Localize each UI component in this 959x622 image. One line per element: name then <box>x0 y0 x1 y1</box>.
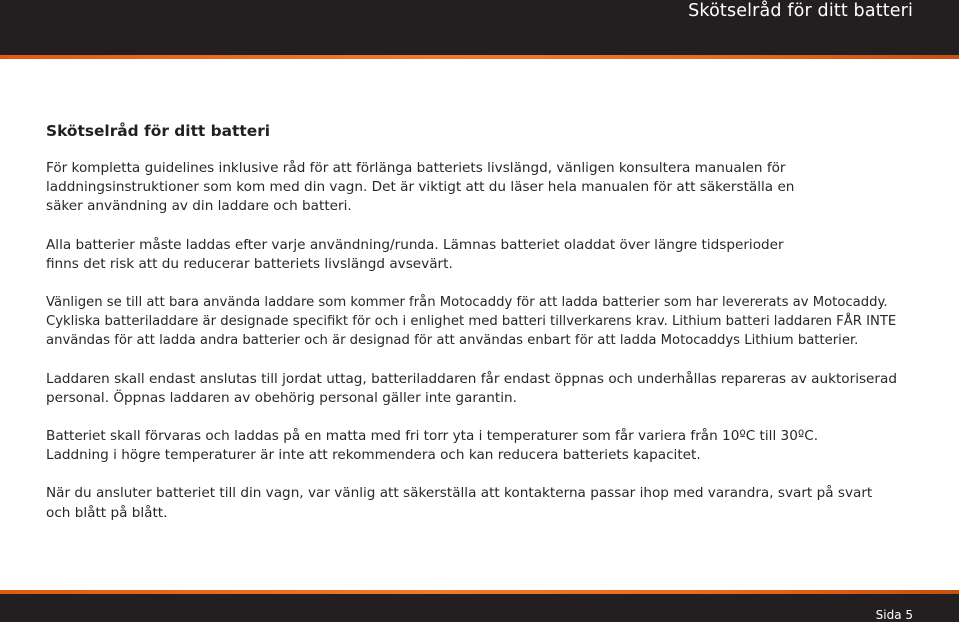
page-heading: Skötselråd för ditt batteri <box>46 122 271 140</box>
paragraph-line: Laddaren skall endast anslutas till jordat uttag, batteriladdaren får endast öppnas och underhållas repareras av auktoriserad <box>46 370 897 387</box>
paragraph-line: säker användning av din laddare och batteri. <box>46 198 352 215</box>
header-accent-stripe <box>0 55 959 59</box>
paragraph-line: För kompletta guidelines inklusive råd för att förlänga batteriets livslängd, vänligen konsultera manualen för <box>46 160 786 176</box>
paragraph-grounded-outlet <box>46 370 916 408</box>
paragraph-line: laddningsinstruktioner som kom med din vagn. Det är viktigt att du läser hela manualen för att säkerställa en <box>46 179 795 196</box>
header-title: Skötselråd för ditt batteri <box>688 1 913 21</box>
paragraph-line: När du ansluter batteriet till din vagn, var vänlig att säkerställa att kontakterna passar ihop med varandra, svart på svart <box>46 485 873 502</box>
paragraph-line: Batteriet skall förvaras och laddas på en matta med fri torr yta i temperaturer som får variera från 10ºC till 30ºC. <box>46 428 819 445</box>
paragraph-line: personal. Öppnas laddaren av obehörig personal gäller inte garantin. <box>46 389 517 406</box>
paragraph-line: finns det risk att du reducerar batteriets livslängd avsevärt. <box>46 255 453 272</box>
paragraph-line: användas för att ladda andra batterier och är designad för att användas enbart för att ladda Motocaddys Lithium batterier. <box>46 333 859 349</box>
header-band <box>0 0 959 55</box>
paragraph-storage-temperature <box>46 427 916 465</box>
page-number: Sida 5 <box>875 608 913 622</box>
paragraph-line: Cykliska batteriladdare är designade specifikt för och i enlighet med batteri tillverkarens krav. Lithium batteri laddaren FÅR INTE <box>46 314 897 330</box>
paragraph-line: Laddning i högre temperaturer är inte att rekommendera och kan reducera batteriets kapacitet. <box>46 447 701 464</box>
paragraph-line: Alla batterier måste laddas efter varje användning/runda. Lämnas batteriet oladdat över längre tidsperioder <box>46 236 784 253</box>
paragraph-guidelines <box>46 159 916 217</box>
paragraph-line: och blått på blått. <box>46 504 168 521</box>
paragraph-charger-usage <box>46 293 916 351</box>
paragraph-charge-after-use <box>46 236 916 274</box>
paragraph-line: Vänligen se till att bara använda laddare som kommer från Motocaddy för att ladda batterier som har levererats av Motocaddy. <box>46 295 888 311</box>
paragraph-connectors <box>46 484 916 522</box>
document-body <box>46 120 916 542</box>
footer-band <box>0 594 959 622</box>
